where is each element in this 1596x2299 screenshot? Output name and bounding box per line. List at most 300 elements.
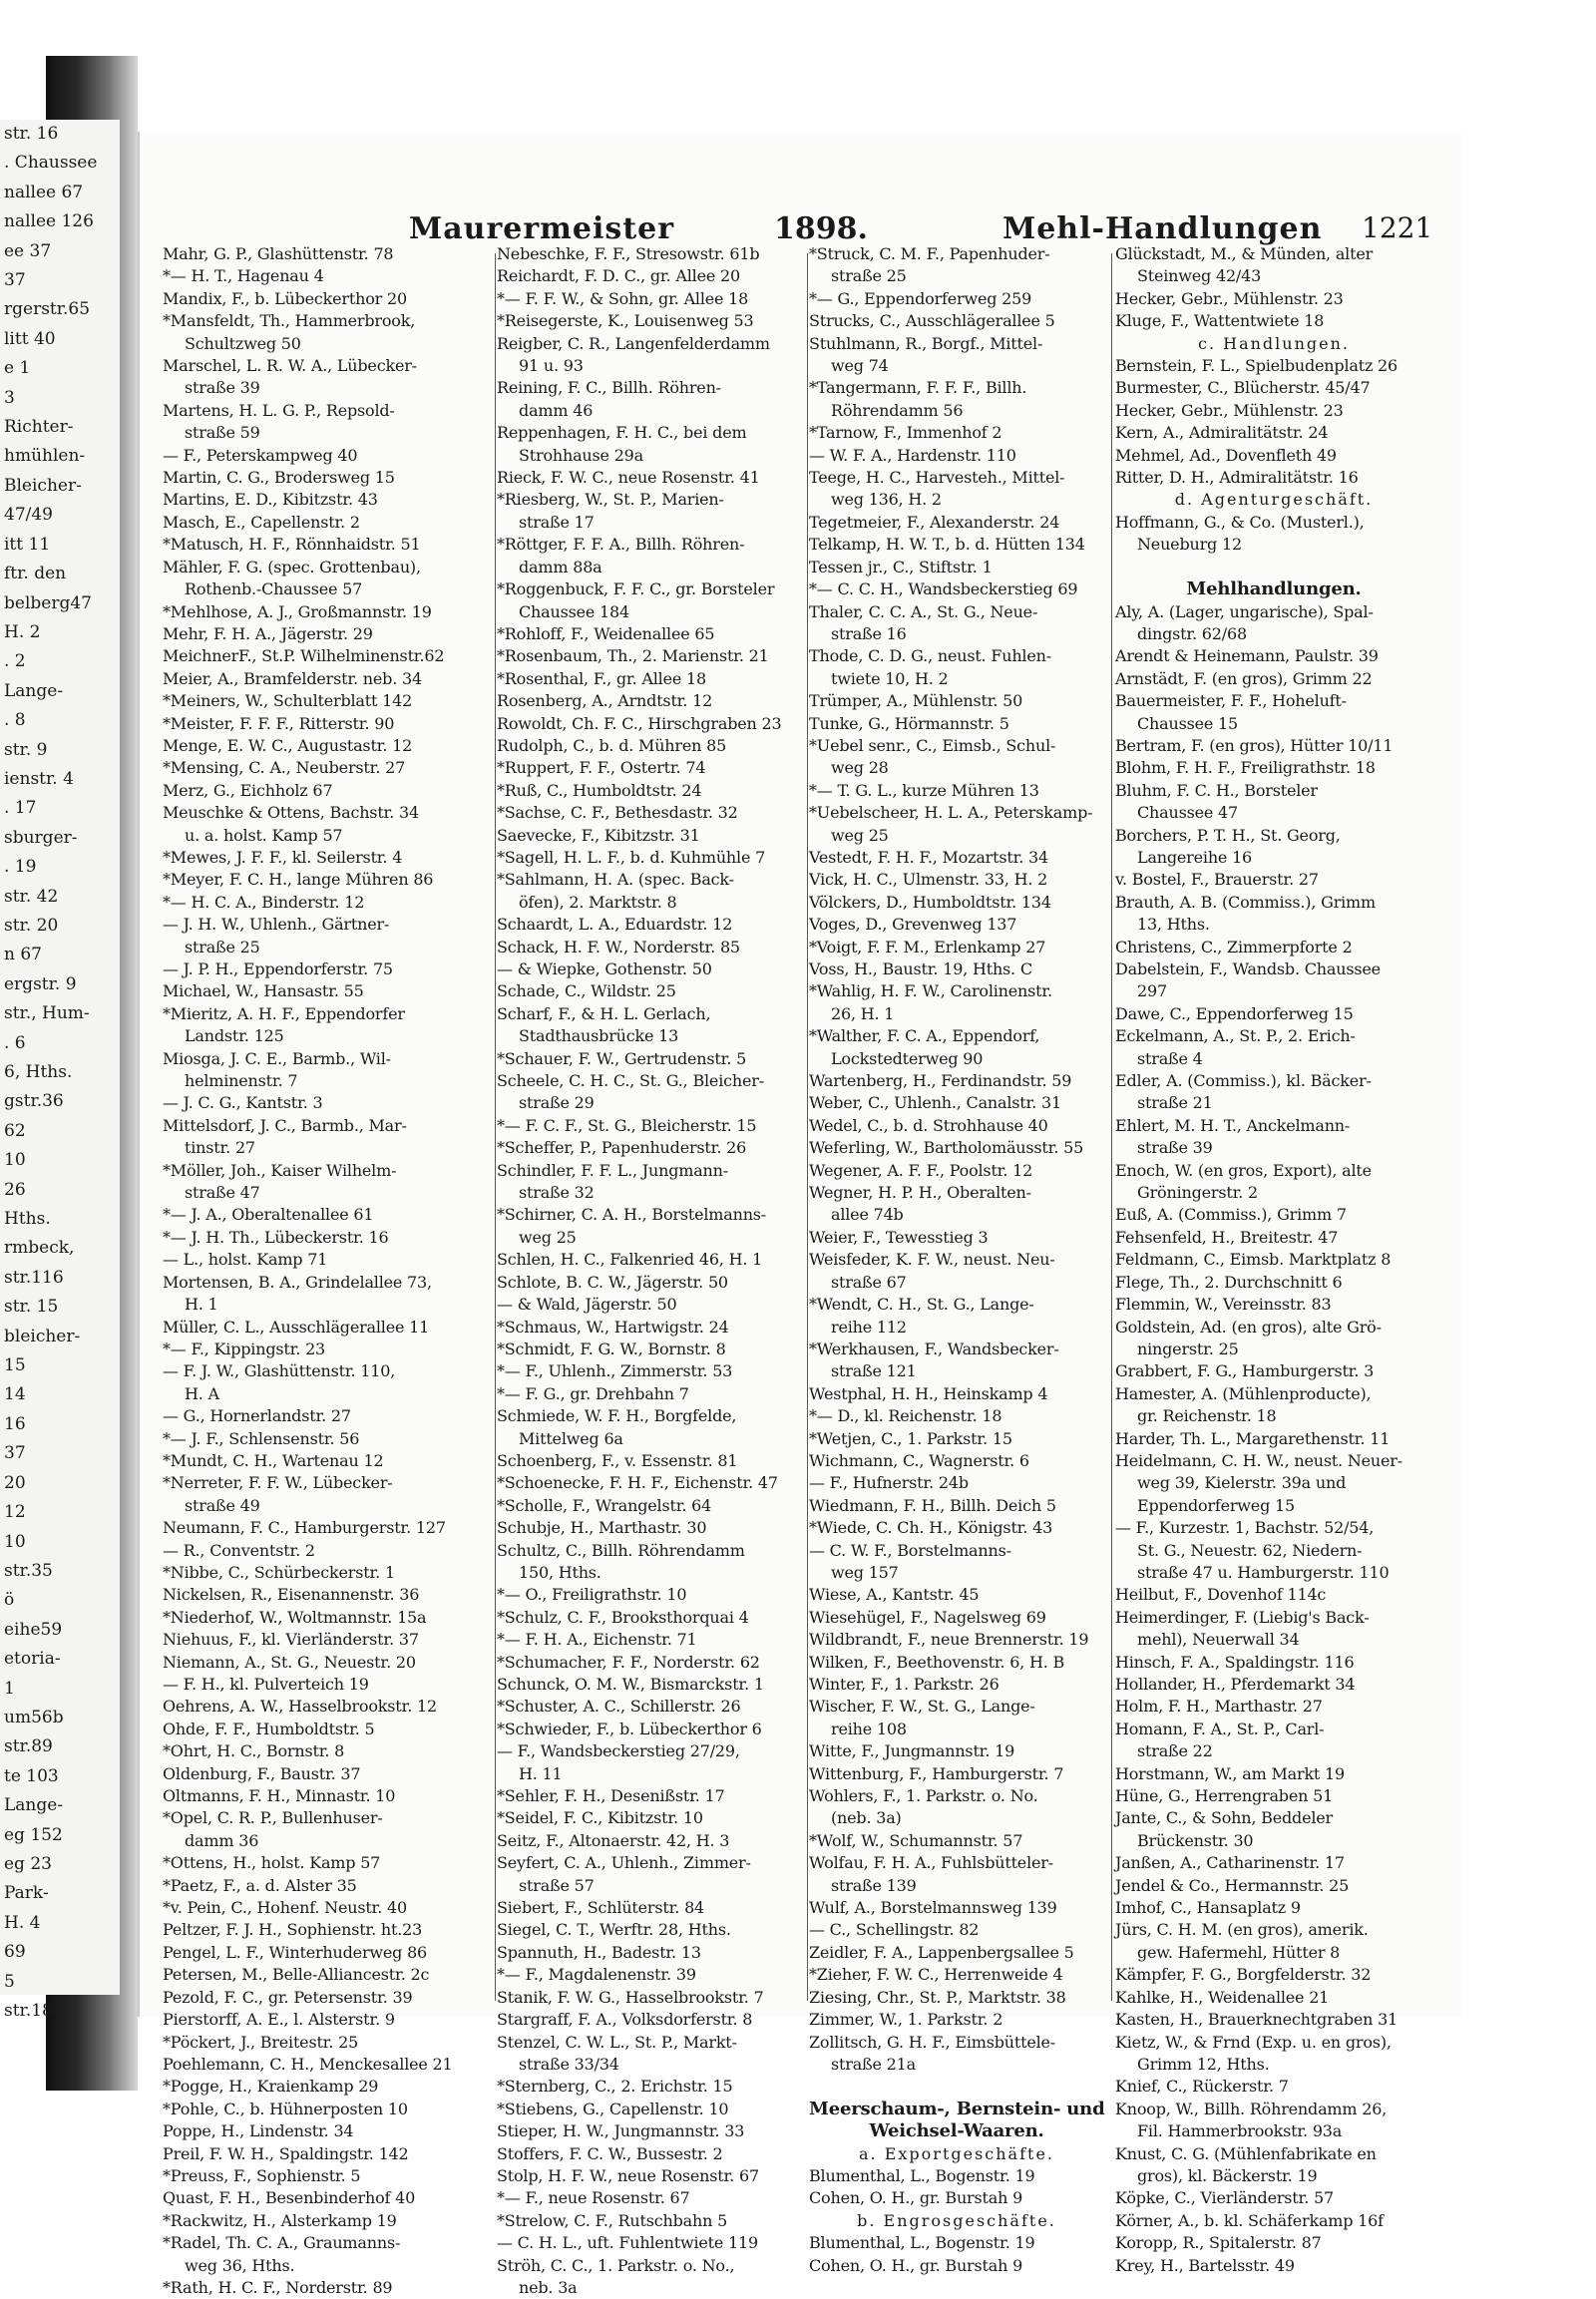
directory-entry: Bluhm, F. C. H., Borsteler: [1115, 780, 1318, 800]
directory-entry: Merz, G., Eichholz 67: [163, 780, 333, 800]
directory-entry: Nickelsen, R., Eisenannenstr. 36: [163, 1585, 420, 1605]
left-page-text-fragment: ienstr. 4: [4, 768, 74, 789]
directory-entry: Reining, F. C., Billh. Röhren-: [497, 378, 721, 398]
entry-continuation: straße 139: [831, 1875, 917, 1895]
left-page-text-fragment: n 67: [4, 945, 42, 965]
directory-entry: Zeidler, F. A., Lappenbergsallee 5: [809, 1942, 1074, 1962]
directory-entry: Reigber, C. R., Langenfelderdamm: [497, 333, 770, 353]
directory-entry: *Niederhof, W., Woltmannstr. 15a: [163, 1607, 427, 1627]
left-page-text-fragment: eihe59: [4, 1619, 63, 1640]
directory-entry: Hamester, A. (Mühlenproducte),: [1115, 1383, 1372, 1403]
directory-entry: — C. W. F., Borstelmanns-: [809, 1540, 1011, 1560]
directory-entry: v. Bostel, F., Brauerstr. 27: [1115, 870, 1319, 890]
left-page-text-fragment: te 103: [4, 1765, 59, 1786]
directory-entry: Schoenberg, F., v. Essenstr. 81: [497, 1450, 738, 1470]
directory-entry: Siegel, C. T., Werftr. 28, Hths.: [497, 1920, 731, 1940]
directory-entry: Strucks, C., Ausschlägerallee 5: [809, 311, 1055, 331]
directory-entry: Knust, C. G. (Mühlenfabrikate en: [1115, 2143, 1377, 2163]
directory-entry: Vestedt, F. H. F., Mozartstr. 34: [809, 847, 1049, 867]
directory-entry: Siebert, F., Schlüterstr. 84: [497, 1898, 705, 1918]
directory-entry: *— J. F., Schlensenstr. 56: [163, 1428, 360, 1448]
left-page-text-fragment: . 8: [4, 710, 26, 731]
directory-entry: — C., Schellingstr. 82: [809, 1920, 980, 1940]
left-page-text-fragment: sburger-: [4, 827, 78, 848]
directory-entry: Bertram, F. (en gros), Hütter 10/11: [1115, 735, 1394, 755]
entry-continuation: straße 49: [185, 1495, 260, 1515]
entry-continuation: Strohhause 29a: [519, 445, 643, 465]
directory-entry: *Tangermann, F. F. F., Billh.: [809, 378, 1027, 398]
directory-entry: — J. H. W., Uhlenh., Gärtner-: [163, 915, 390, 935]
entry-continuation: straße 21a: [831, 2054, 916, 2074]
entry-continuation: Schultzweg 50: [185, 333, 301, 353]
directory-entry: — G., Hornerlandstr. 27: [163, 1406, 351, 1426]
directory-entry: Glückstadt, M., & Münden, alter: [1115, 244, 1374, 263]
directory-entry: Krey, H., Bartelsstr. 49: [1115, 2255, 1295, 2275]
directory-entry: *Tarnow, F., Immenhof 2: [809, 423, 1002, 443]
header-left-title: Maurermeister: [409, 211, 675, 246]
directory-entry: *— C. C. H., Wandsbeckerstieg 69: [809, 579, 1078, 599]
directory-entry: *Wahlig, H. F. W., Carolinenstr.: [809, 981, 1052, 1001]
directory-entry: Stolp, H. F. W., neue Rosenstr. 67: [497, 2165, 759, 2185]
directory-entry: Dawe, C., Eppendorferweg 15: [1115, 1003, 1354, 1023]
directory-entry: Pengel, L. F., Winterhuderweg 86: [163, 1942, 428, 1962]
directory-entry: Wilken, F., Beethovenstr. 6, H. B: [809, 1652, 1065, 1672]
subsection-heading: c. Handlungen.: [1198, 333, 1350, 353]
directory-entry: *Schauer, F. W., Gertrudenstr. 5: [497, 1048, 747, 1068]
directory-entry: *Rosenthal, F., gr. Allee 18: [497, 668, 706, 688]
directory-entry: *Schumacher, F. F., Norderstr. 62: [497, 1652, 760, 1672]
entry-continuation: reihe 112: [831, 1317, 907, 1337]
directory-entry: Neumann, F. C., Hamburgerstr. 127: [163, 1518, 446, 1538]
directory-entry: Wischer, F. W., St. G., Lange-: [809, 1697, 1035, 1717]
directory-entry: Vick, H. C., Ulmenstr. 33, H. 2: [809, 870, 1048, 890]
left-page-text-fragment: nallee 67: [4, 182, 84, 202]
directory-entry: *Mansfeldt, Th., Hammerbrook,: [163, 311, 416, 331]
left-page-text-fragment: 14: [4, 1384, 26, 1405]
directory-entry: *Schulz, C. F., Brooksthorquai 4: [497, 1607, 749, 1627]
directory-entry: Weier, F., Tewesstieg 3: [809, 1227, 989, 1247]
left-page-text-fragment: Richter-: [4, 417, 74, 438]
directory-entry: *Mehlhose, A. J., Großmannstr. 19: [163, 601, 432, 621]
directory-entry: Eckelmann, A., St. P., 2. Erich-: [1115, 1026, 1356, 1046]
left-page-text-fragment: str., Hum-: [4, 1003, 90, 1024]
directory-entry: Dabelstein, F., Wandsb. Chaussee: [1115, 959, 1381, 978]
directory-entry: *Scheffer, P., Papenhuderstr. 26: [497, 1138, 747, 1158]
directory-entry: Jante, C., & Sohn, Beddeler: [1115, 1808, 1333, 1828]
directory-entry: *— G., Eppendorferweg 259: [809, 288, 1032, 308]
directory-entry: Kietz, W., & Frnd (Exp. u. en gros),: [1115, 2032, 1392, 2052]
left-page-text-fragment: Lange-: [4, 680, 64, 701]
directory-entry: Voss, H., Baustr. 19, Hths. C: [809, 959, 1032, 978]
directory-entry: Enoch, W. (en gros, Export), alte: [1115, 1160, 1372, 1180]
directory-entry: Masch, E., Capellenstr. 2: [163, 512, 360, 532]
directory-entry: *Pogge, H., Kraienkamp 29: [163, 2077, 379, 2097]
directory-entry: *Rohloff, F., Weidenallee 65: [497, 623, 715, 643]
directory-entry: Horstmann, W., am Markt 19: [1115, 1763, 1346, 1783]
left-page-text-fragment: 1: [4, 1678, 15, 1699]
section-heading: Mehlhandlungen.: [1186, 578, 1362, 600]
entry-continuation: straße 47: [185, 1183, 260, 1203]
directory-entry: Wolfau, F. H. A., Fuhlsbütteler-: [809, 1853, 1053, 1873]
entry-continuation: twiete 10, H. 2: [831, 668, 949, 688]
left-page-text-fragment: 20: [4, 1472, 26, 1493]
directory-entry: Spannuth, H., Badestr. 13: [497, 1942, 701, 1962]
directory-entry: Winter, F., 1. Parkstr. 26: [809, 1675, 999, 1694]
directory-entry: Stieper, H. W., Jungmannstr. 33: [497, 2121, 745, 2141]
subsection-heading: a. Exportgeschäfte.: [859, 2143, 1054, 2163]
entry-continuation: (neb. 3a): [831, 1808, 902, 1828]
directory-entry: *— F. H. A., Eichenstr. 71: [497, 1630, 697, 1650]
directory-entry: Oehrens, A. W., Hasselbrookstr. 12: [163, 1697, 437, 1717]
left-page-text-fragment: 37: [4, 1443, 26, 1464]
directory-entry: Tegetmeier, F., Alexanderstr. 24: [809, 512, 1060, 532]
directory-entry: Knoop, W., Billh. Röhrendamm 26,: [1115, 2099, 1388, 2118]
directory-entry: *— H. T., Hagenau 4: [163, 266, 324, 286]
left-page-text-fragment: str. 20: [4, 915, 59, 936]
directory-entry: Schack, H. F. W., Norderstr. 85: [497, 937, 740, 957]
directory-entry: *Stiebens, G., Capellenstr. 10: [497, 2099, 729, 2118]
left-page-text-fragment: itt 11: [4, 534, 51, 555]
directory-entry: Weferling, W., Bartholomäusstr. 55: [809, 1138, 1084, 1158]
entry-continuation: Chaussee 47: [1137, 803, 1238, 823]
directory-entry: Kahlke, H., Weidenallee 21: [1115, 1987, 1330, 2007]
left-page-text-fragment: Park-: [4, 1883, 49, 1904]
directory-entry: Janßen, A., Catharinenstr. 17: [1115, 1853, 1345, 1873]
directory-entry: Seyfert, C. A., Uhlenh., Zimmer-: [497, 1853, 751, 1873]
directory-entry: *Reisegerste, K., Louisenweg 53: [497, 311, 754, 331]
entry-continuation: Landstr. 125: [185, 1026, 284, 1046]
directory-entry: Stenzel, C. W. L., St. P., Markt-: [497, 2032, 737, 2052]
directory-entry: *Riesberg, W., St. P., Marien-: [497, 490, 724, 510]
directory-entry: Stanik, F. W. G., Hasselbrookstr. 7: [497, 1987, 764, 2007]
directory-entry: Martens, H. L. G. P., Repsold-: [163, 400, 395, 420]
directory-entry: Hecker, Gebr., Mühlenstr. 23: [1115, 400, 1344, 420]
directory-entry: Mehmel, Ad., Dovenfleth 49: [1115, 445, 1337, 465]
entry-continuation: Rothenb.-Chaussee 57: [185, 579, 363, 599]
left-page-text-fragment: ee 37: [4, 240, 52, 261]
entry-continuation: Lockstedterweg 90: [831, 1048, 984, 1068]
directory-entry: Witte, F., Jungmannstr. 19: [809, 1741, 1015, 1761]
directory-entry: Tessen jr., C., Stiftstr. 1: [809, 557, 993, 576]
left-page-text-fragment: str.18: [4, 2001, 53, 2021]
directory-entry: Reichardt, F. D. C., gr. Allee 20: [497, 266, 740, 286]
subsection-heading: b. Engrosgeschäfte.: [857, 2210, 1056, 2230]
directory-entry: *v. Pein, C., Hohenf. Neustr. 40: [163, 1898, 407, 1918]
directory-entry: Euß, A. (Commiss.), Grimm 7: [1115, 1205, 1347, 1225]
directory-entry: Wildbrandt, F., neue Brennerstr. 19: [809, 1630, 1089, 1650]
directory-entry: *— F. F. W., & Sohn, gr. Allee 18: [497, 288, 749, 308]
directory-column-2: [497, 243, 810, 2297]
left-page-text-fragment: etoria-: [4, 1649, 61, 1670]
directory-entry: Heilbut, F., Dovenhof 114c: [1115, 1585, 1327, 1605]
directory-entry: Martins, E. D., Kibitzstr. 43: [163, 490, 378, 510]
section-heading: Meerschaum-, Bernstein- und: [809, 2098, 1105, 2119]
directory-entry: Grabbert, F. G., Hamburgerstr. 3: [1115, 1361, 1375, 1381]
entry-continuation: allee 74b: [831, 1205, 904, 1225]
directory-entry: *Mieritz, A. H. F., Eppendorfer: [163, 1003, 405, 1023]
entry-continuation: Brückenstr. 30: [1137, 1830, 1254, 1850]
directory-column-3: [809, 243, 1105, 2275]
directory-entry: *Sagell, H. L. F., b. d. Kuhmühle 7: [497, 847, 766, 867]
entry-continuation: 150, Hths.: [519, 1562, 601, 1582]
directory-entry: Hollander, H., Pferdemarkt 34: [1115, 1675, 1356, 1694]
directory-entry: *Sachse, C. F., Bethesdastr. 32: [497, 803, 738, 823]
directory-entry: Oldenburg, F., Baustr. 37: [163, 1763, 361, 1783]
directory-entry: Mähler, F. G. (spec. Grottenbau),: [163, 557, 421, 576]
directory-entry: Arnstädt, F. (en gros), Grimm 22: [1115, 668, 1373, 688]
directory-entry: Köpke, C., Vierländerstr. 57: [1115, 2188, 1334, 2208]
entry-continuation: Chaussee 15: [1137, 713, 1238, 733]
left-page-text-fragment: 62: [4, 1120, 26, 1141]
directory-entry: Heimerdinger, F. (Liebig's Back-: [1115, 1607, 1370, 1627]
entry-continuation: straße 25: [185, 937, 260, 957]
subsection-heading: d. Agenturgeschäft.: [1174, 490, 1374, 510]
directory-entry: *Wetjen, C., 1. Parkstr. 15: [809, 1428, 1012, 1448]
entry-continuation: u. a. holst. Kamp 57: [185, 825, 343, 845]
directory-entry: Burmester, C., Blücherstr. 45/47: [1115, 378, 1371, 398]
entry-continuation: weg 28: [831, 758, 889, 778]
directory-entry: MeichnerF., St.P. Wilhelminenstr.62: [163, 646, 445, 666]
entry-continuation: straße 16: [831, 623, 907, 643]
directory-entry: Rudolph, C., b. d. Mühren 85: [497, 735, 727, 755]
directory-entry: *— D., kl. Reichenstr. 18: [809, 1406, 1002, 1426]
entry-continuation: straße 32: [519, 1183, 595, 1203]
directory-entry: *— F., Kippingstr. 23: [163, 1339, 326, 1358]
left-page-text-fragment: litt 40: [4, 328, 56, 349]
directory-entry: *Uebelscheer, H. L. A., Peterskamp-: [809, 803, 1093, 823]
directory-entry: *Wolf, W., Schumannstr. 57: [809, 1830, 1023, 1850]
directory-entry: Flege, Th., 2. Durchschnitt 6: [1115, 1272, 1343, 1292]
directory-entry: Wiese, A., Kantstr. 45: [809, 1585, 980, 1605]
entry-continuation: damm 36: [185, 1830, 259, 1850]
directory-entry: *— J. H. Th., Lübeckerstr. 16: [163, 1227, 389, 1247]
directory-entry: Hecker, Gebr., Mühlenstr. 23: [1115, 288, 1344, 308]
entry-continuation: straße 47 u. Hamburgerstr. 110: [1137, 1562, 1390, 1582]
left-page-text-fragment: ftr. den: [4, 564, 67, 584]
directory-entry: Saevecke, F., Kibitzstr. 31: [497, 825, 700, 845]
directory-entry: *Wendt, C. H., St. G., Lange-: [809, 1295, 1034, 1315]
directory-entry: — F. H., kl. Pulverteich 19: [163, 1675, 369, 1694]
header-right-title: Mehl-Handlungen: [1002, 211, 1323, 246]
left-page-text-fragment: gstr.36: [4, 1091, 64, 1112]
directory-entry: *Rackwitz, H., Alsterkamp 19: [163, 2210, 397, 2230]
directory-entry: *Seidel, F. C., Kibitzstr. 10: [497, 1808, 703, 1828]
directory-entry: Pezold, F. C., gr. Petersenstr. 39: [163, 1987, 413, 2007]
entry-continuation: straße 59: [185, 423, 260, 443]
directory-entry: Kern, A., Admiralitätstr. 24: [1115, 423, 1329, 443]
directory-entry: Niemann, A., St. G., Neuestr. 20: [163, 1652, 416, 1672]
directory-entry: Wulf, A., Borstelmannsweg 139: [809, 1898, 1057, 1918]
entry-continuation: Mittelweg 6a: [519, 1428, 623, 1448]
directory-entry: Wichmann, C., Wagnerstr. 6: [809, 1450, 1029, 1470]
directory-entry: Brauth, A. B. (Commiss.), Grimm: [1115, 892, 1377, 912]
directory-entry: Körner, A., b. kl. Schäferkamp 16f: [1115, 2210, 1384, 2230]
directory-entry: — J. C. G., Kantstr. 3: [163, 1093, 323, 1113]
directory-entry: *— F. G., gr. Drehbahn 7: [497, 1383, 689, 1403]
left-page-text-fragment: H. 2: [4, 621, 41, 642]
directory-entry: *Möller, Joh., Kaiser Wilhelm-: [163, 1160, 397, 1180]
directory-entry: Imhof, C., Hansaplatz 9: [1115, 1898, 1301, 1918]
directory-entry: *— J. A., Oberaltenallee 61: [163, 1205, 374, 1225]
directory-entry: Mahr, G. P., Glashüttenstr. 78: [163, 244, 394, 263]
entry-continuation: H. 11: [519, 1763, 563, 1783]
column-rule: [495, 253, 496, 2001]
directory-entry: Cohen, O. H., gr. Burstah 9: [809, 2255, 1023, 2275]
directory-entry: Seitz, F., Altonaerstr. 42, H. 3: [497, 1830, 730, 1850]
directory-entry: Wiesehügel, F., Nagelsweg 69: [809, 1607, 1046, 1627]
entry-continuation: 297: [1137, 981, 1167, 1001]
entry-continuation: Röhrendamm 56: [831, 400, 964, 420]
left-page-text-fragment: belberg47: [4, 592, 92, 613]
directory-entry: Edler, A. (Commiss.), kl. Bäcker-: [1115, 1071, 1372, 1091]
entry-continuation: gew. Hafermehl, Hütter 8: [1137, 1942, 1341, 1962]
directory-entry: Bauermeister, F. F., Hoheluft-: [1115, 691, 1347, 711]
left-page-text-fragment: ö: [4, 1590, 15, 1611]
directory-entry: Blohm, F. H. F., Freiligrathstr. 18: [1115, 758, 1376, 778]
entry-continuation: St. G., Neuestr. 62, Niedern-: [1137, 1540, 1363, 1560]
directory-entry: Rosenberg, A., Arndtstr. 12: [497, 691, 713, 711]
directory-entry: *Uebel senr., C., Eimsb., Schul-: [809, 735, 1056, 755]
directory-entry: Hinsch, F. A., Spaldingstr. 116: [1115, 1652, 1355, 1672]
directory-entry: — & Wiepke, Gothenstr. 50: [497, 959, 712, 978]
directory-entry: Meier, A., Bramfelderstr. neb. 34: [163, 668, 422, 688]
directory-entry: *Pöckert, J., Breitestr. 25: [163, 2032, 359, 2052]
directory-entry: Quast, F. H., Besenbinderhof 40: [163, 2188, 416, 2208]
directory-entry: Wohlers, F., 1. Parkstr. o. No.: [809, 1786, 1038, 1806]
directory-entry: *Ruppert, F. F., Ostertr. 74: [497, 758, 706, 778]
directory-entry: *Meiners, W., Schulterblatt 142: [163, 691, 413, 711]
directory-entry: *Rath, H. C. F., Norderstr. 89: [163, 2277, 393, 2297]
directory-column-4: [1115, 243, 1432, 2275]
directory-entry: *Schuster, A. C., Schillerstr. 26: [497, 1697, 741, 1717]
entry-continuation: dingstr. 62/68: [1137, 623, 1247, 643]
directory-entry: *Mundt, C. H., Wartenau 12: [163, 1450, 384, 1470]
entry-continuation: weg 136, H. 2: [831, 490, 942, 510]
directory-entry: *Röttger, F. F. A., Billh. Röhren-: [497, 535, 745, 555]
directory-entry: *— F. C. F., St. G., Bleicherstr. 15: [497, 1115, 757, 1135]
entry-continuation: 26, H. 1: [831, 1003, 895, 1023]
left-page-text-fragment: e 1: [4, 358, 31, 379]
directory-column-1: [163, 243, 494, 2297]
directory-entry: Jürs, C. H. M. (en gros), amerik.: [1115, 1920, 1369, 1940]
directory-entry: Flemmin, W., Vereinsstr. 83: [1115, 1295, 1332, 1315]
directory-entry: Menge, E. W. C., Augustastr. 12: [163, 735, 413, 755]
left-page-text-fragment: um56b: [4, 1707, 64, 1727]
directory-entry: — L., holst. Kamp 71: [163, 1250, 328, 1270]
directory-entry: Blumenthal, L., Bogenstr. 19: [809, 2233, 1035, 2253]
left-page-text-fragment: 15: [4, 1355, 26, 1376]
directory-entry: Fehsenfeld, H., Breitestr. 47: [1115, 1227, 1339, 1247]
directory-entry: Goldstein, Ad. (en gros), alte Grö-: [1115, 1317, 1382, 1337]
left-page-text-fragment: eg 152: [4, 1824, 63, 1845]
directory-entry: *— F., Uhlenh., Zimmerstr. 53: [497, 1361, 733, 1381]
directory-entry: Hoffmann, G., & Co. (Musterl.),: [1115, 512, 1365, 532]
left-page-text-fragment: 10: [4, 1531, 26, 1552]
directory-entry: Poehlemann, C. H., Menckesallee 21: [163, 2054, 453, 2074]
directory-entry: Wartenberg, H., Ferdinandstr. 59: [809, 1071, 1072, 1091]
page-number: 1221: [1362, 211, 1433, 244]
directory-entry: Peltzer, F. J. H., Sophienstr. ht.23: [163, 1920, 423, 1940]
directory-entry: Hüne, G., Herrengraben 51: [1115, 1786, 1334, 1806]
directory-entry: Mortensen, B. A., Grindelallee 73,: [163, 1272, 432, 1292]
left-page-text-fragment: Lange-: [4, 1795, 64, 1816]
directory-entry: Wedel, C., b. d. Strohhause 40: [809, 1115, 1048, 1135]
entry-continuation: weg 25: [519, 1227, 577, 1247]
left-page-fragment: [0, 120, 120, 2021]
left-page-text-fragment: str. 16: [4, 124, 59, 144]
entry-continuation: Grimm 12, Hths.: [1137, 2054, 1270, 2074]
directory-entry: Feldmann, C., Eimsb. Marktplatz 8: [1115, 1250, 1392, 1270]
left-page-text-fragment: . 6: [4, 1032, 26, 1053]
directory-entry: Marschel, L. R. W. A., Lübecker-: [163, 356, 417, 376]
directory-entry: *— T. G. L., kurze Mühren 13: [809, 780, 1039, 800]
directory-entry: Müller, C. L., Ausschlägerallee 11: [163, 1317, 430, 1337]
left-page-text-fragment: Hths.: [4, 1209, 51, 1230]
entry-continuation: straße 29: [519, 1093, 595, 1113]
entry-continuation: straße 4: [1137, 1048, 1203, 1068]
directory-entry: *Meister, F. F. F., Ritterstr. 90: [163, 713, 395, 733]
directory-entry: Cohen, O. H., gr. Burstah 9: [809, 2188, 1023, 2208]
directory-entry: Ritter, D. H., Admiralitätstr. 16: [1115, 468, 1359, 488]
directory-entry: Schultz, C., Billh. Röhrendamm: [497, 1540, 745, 1560]
entry-continuation: neb. 3a: [519, 2277, 578, 2297]
directory-entry: *Werkhausen, F., Wandsbecker-: [809, 1339, 1059, 1358]
entry-continuation: gr. Reichenstr. 18: [1137, 1406, 1277, 1426]
directory-entry: Wiedmann, F. H., Billh. Deich 5: [809, 1495, 1056, 1515]
left-page-text-fragment: rgerstr.65: [4, 299, 91, 320]
left-page-text-fragment: nallee 126: [4, 211, 94, 232]
directory-entry: Christens, C., Zimmerpforte 2: [1115, 937, 1353, 957]
entry-continuation: straße 57: [519, 1875, 595, 1895]
directory-entry: Zollitsch, G. H. F., Eimsbüttele-: [809, 2032, 1056, 2052]
entry-continuation: straße 33/34: [519, 2054, 619, 2074]
directory-entry: Pierstorff, A. E., l. Alsterstr. 9: [163, 2010, 395, 2030]
directory-entry: Weisfeder, K. F. W., neust. Neu-: [809, 1250, 1055, 1270]
directory-entry: *— F., neue Rosenstr. 67: [497, 2188, 690, 2208]
directory-entry: *— O., Freiligrathstr. 10: [497, 1585, 687, 1605]
directory-entry: *Strelow, C. F., Rutschbahn 5: [497, 2210, 728, 2230]
directory-entry: *Roggenbuck, F. F. C., gr. Borsteler: [497, 579, 775, 599]
directory-entry: Knief, C., Rückerstr. 7: [1115, 2077, 1289, 2097]
left-page-text-fragment: str. 9: [4, 739, 48, 760]
directory-entry: *Zieher, F. W. C., Herrenweide 4: [809, 1965, 1063, 1985]
directory-entry: Ehlert, M. H. T., Anckelmann-: [1115, 1115, 1351, 1135]
entry-continuation: weg 39, Kielerstr. 39a und: [1137, 1473, 1347, 1493]
directory-entry: Thode, C. D. G., neust. Fuhlen-: [809, 646, 1051, 666]
entry-continuation: straße 67: [831, 1272, 907, 1292]
entry-continuation: damm 46: [519, 400, 594, 420]
left-page-text-fragment: str.116: [4, 1267, 64, 1288]
directory-entry: *— F., Magdalenenstr. 39: [497, 1965, 696, 1985]
directory-entry: Wittenburg, F., Hamburgerstr. 7: [809, 1763, 1064, 1783]
directory-entry: Voges, D., Grevenweg 137: [809, 915, 1017, 935]
directory-entry: *Rosenbaum, Th., 2. Marienstr. 21: [497, 646, 769, 666]
entry-continuation: straße 39: [1137, 1138, 1213, 1158]
directory-entry: *Mensing, C. A., Neuberstr. 27: [163, 758, 406, 778]
directory-entry: Koropp, R., Spitalerstr. 87: [1115, 2233, 1322, 2253]
directory-entry: *Scholle, F., Wrangelstr. 64: [497, 1495, 712, 1515]
left-page-text-fragment: . Chaussee: [4, 153, 98, 174]
directory-entry: *Schoenecke, F. H. F., Eichenstr. 47: [497, 1473, 778, 1493]
left-page-text-fragment: 5: [4, 1971, 15, 1992]
directory-entry: Westphal, H. H., Heinskamp 4: [809, 1383, 1048, 1403]
directory-entry: Miosga, J. C. E., Barmb., Wil-: [163, 1048, 391, 1068]
left-page-text-fragment: . 2: [4, 651, 26, 672]
directory-entry: *Meyer, F. C. H., lange Mühren 86: [163, 870, 434, 890]
entry-continuation: straße 25: [831, 266, 907, 286]
directory-entry: Kluge, F., Wattentwiete 18: [1115, 311, 1325, 331]
directory-entry: Michael, W., Hansastr. 55: [163, 981, 364, 1001]
